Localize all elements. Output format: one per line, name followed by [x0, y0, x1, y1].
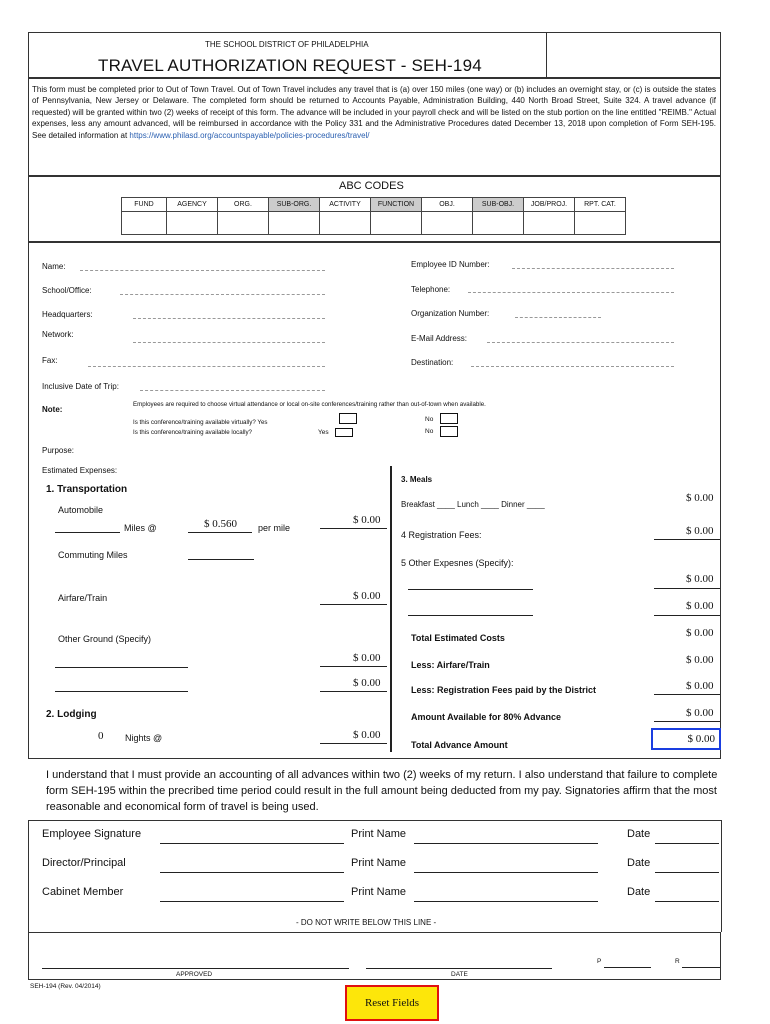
abc-input-job-proj[interactable] [524, 212, 575, 235]
headquarters-input[interactable] [133, 318, 325, 319]
abc-input-org[interactable] [218, 212, 269, 235]
employee-date-label: Date [627, 828, 651, 840]
cabinet-signature-label: Cabinet Member [42, 886, 124, 898]
note-label: Note: [42, 405, 63, 414]
other-expenses-amount-2-line[interactable] [654, 615, 720, 616]
agreement-text: I understand that I must provide an accounting of all advances within two (2) weeks of my return. I also understand that failure to complete form SEH-195 within the precribed time period could result in the full amount being deducted from my pay. Signatories affirm that the most reasonable and economical form of travel is being used. [46, 769, 718, 813]
cabinet-print-name-label: Print Name [351, 886, 407, 898]
automobile-amount-line[interactable] [320, 528, 387, 529]
header-divider [546, 32, 547, 78]
fax-label: Fax: [42, 356, 58, 365]
other-ground-label: Other Ground (Specify) [58, 634, 152, 644]
virtual-no-label: No [425, 416, 434, 423]
other-ground-amount-2: $ 0.00 [353, 677, 381, 689]
destination-input[interactable] [471, 366, 674, 367]
airfare-amount-line[interactable] [320, 604, 387, 605]
virtual-no-checkbox[interactable] [440, 413, 458, 424]
reset-fields-label: Reset Fields [364, 997, 420, 1009]
total-estimated-label: Total Estimated Costs [411, 633, 505, 643]
email-label: E-Mail Address: [411, 334, 468, 343]
telephone-input[interactable] [468, 292, 674, 293]
other-expenses-amount-1: $ 0.00 [686, 573, 714, 585]
employee-date-input[interactable] [655, 843, 719, 844]
employee-signature-input[interactable] [160, 843, 344, 844]
inclusive-date-input[interactable] [140, 390, 325, 391]
less-registration-label: Less: Registration Fees paid by the District [411, 685, 597, 695]
signature-right-rule [721, 820, 722, 932]
email-input[interactable] [487, 342, 674, 343]
cabinet-date-input[interactable] [655, 901, 719, 902]
other-expenses-input-2[interactable] [408, 615, 533, 616]
p-line [604, 967, 651, 968]
abc-col-obj: OBJ. [422, 198, 473, 212]
intro-text: This form must be completed prior to Out of Town Travel. Out of Town Travel includes any travel that is (a) over 150 miles (one way) or (b) includes an overnight stay, or (c) is outside the states of Pennsylvania, New Jersey or Delaware. The completed form should be returned to Accounts Payable, Administration Building, 440 North Broad Street, Suite 324. A travel advance (if requested) will be granted within two (2) weeks of receipt of this form. The advance will be included in your payroll check and will be listed on the stub portion on the line entitled "REIMB." Actual expenses, less any amount advanced, will be reimbursed in accordance with the Policy 331 and the Administrative Procedures dated December 13, 2018 upon completion of Form SEH-195. See detailed information at https://www.philasd.org/accountspayable/policies-procedures/travel/ [32, 85, 716, 140]
commuting-miles-label: Commuting Miles [58, 550, 128, 560]
other-ground-input-2[interactable] [55, 691, 188, 692]
abc-title: ABC CODES [339, 180, 404, 192]
abc-col-rpt-cat: RPT. CAT. [575, 198, 626, 212]
virtual-question: Is this conference/training available virtually? Yes [133, 419, 268, 426]
abc-codes-table [121, 197, 626, 235]
cabinet-signature-input[interactable] [160, 901, 344, 902]
cabinet-date-label: Date [627, 886, 651, 898]
employee-id-input[interactable] [512, 268, 674, 269]
per-mile-label: per mile [258, 523, 291, 533]
airfare-label: Airfare/Train [58, 593, 108, 603]
name-label: Name: [42, 262, 66, 271]
local-no-checkbox[interactable] [440, 426, 458, 437]
virtual-yes-checkbox[interactable] [339, 413, 357, 424]
mileage-rate-line [188, 532, 252, 533]
abc-input-sub-org[interactable] [269, 212, 320, 235]
p-label: P [597, 958, 602, 965]
abc-input-rpt-cat[interactable] [575, 212, 626, 235]
office-use-box [28, 932, 721, 980]
expenses-divider [390, 466, 392, 752]
local-yes-checkbox[interactable] [335, 428, 353, 437]
other-ground-amount-2-line[interactable] [320, 691, 387, 692]
available-80-label: Amount Available for 80% Advance [411, 712, 562, 722]
less-airfare-label: Less: Airfare/Train [411, 660, 490, 670]
district-name: THE SCHOOL DISTRICT OF PHILADELPHIA [205, 40, 369, 49]
do-not-write-label: - DO NOT WRITE BELOW THIS LINE - [296, 918, 437, 927]
abc-input-sub-obj[interactable] [473, 212, 524, 235]
approved-label: APPROVED [176, 971, 213, 978]
reset-fields-button[interactable] [345, 985, 439, 1021]
director-signature-input[interactable] [160, 872, 344, 873]
total-advance-label: Total Advance Amount [411, 740, 508, 750]
form-title: TRAVEL AUTHORIZATION REQUEST - SEH-194 [98, 56, 482, 75]
total-advance-field[interactable] [651, 728, 721, 750]
name-input[interactable] [80, 270, 325, 271]
other-ground-amount-1-line[interactable] [320, 666, 387, 667]
nights-at-label: Nights @ [125, 733, 163, 743]
other-expenses-input-1[interactable] [408, 589, 533, 590]
miles-input[interactable] [55, 532, 120, 533]
registration-amount-line[interactable] [654, 539, 720, 540]
less-registration-amount: $ 0.00 [686, 680, 714, 692]
total-advance-amount: $ 0.00 [687, 733, 715, 745]
meals-heading: 3. Meals [401, 475, 433, 484]
director-print-name-input[interactable] [414, 872, 598, 873]
abc-col-sub-org: SUB-ORG. [269, 198, 320, 212]
available-80-amount: $ 0.00 [686, 707, 714, 719]
nights-value[interactable]: 0 [98, 730, 104, 742]
abc-col-function: FUNCTION [371, 198, 422, 212]
school-input[interactable] [120, 294, 325, 295]
signature-top-rule [28, 820, 721, 821]
lodging-amount: $ 0.00 [353, 729, 381, 741]
abc-col-org: ORG. [218, 198, 269, 212]
other-expenses-amount-1-line[interactable] [654, 588, 720, 589]
abc-col-activity: ACTIVITY [320, 198, 371, 212]
org-number-input[interactable] [515, 317, 601, 318]
purpose-label: Purpose: [42, 446, 75, 455]
employee-print-name-input[interactable] [414, 843, 598, 844]
other-ground-amount-1: $ 0.00 [353, 652, 381, 664]
abc-input-fund[interactable] [122, 212, 167, 235]
registration-label: 4 Registration Fees: [401, 530, 482, 540]
miles-at-label: Miles @ [124, 523, 157, 533]
abc-input-function[interactable] [371, 212, 422, 235]
abc-col-fund: FUND [122, 198, 167, 212]
network-label: Network: [42, 330, 74, 339]
office-date-label: DATE [451, 971, 468, 978]
local-question: Is this conference/training available locally? [133, 429, 253, 436]
director-date-input[interactable] [655, 872, 719, 873]
network-input[interactable] [133, 342, 325, 343]
lodging-heading: 2. Lodging [46, 709, 97, 720]
school-label: School/Office: [42, 286, 92, 295]
transportation-heading: 1. Transportation [46, 484, 128, 495]
fax-input[interactable] [88, 366, 325, 367]
director-print-name-label: Print Name [351, 857, 407, 869]
r-line [682, 967, 720, 968]
lodging-amount-line[interactable] [320, 743, 387, 744]
automobile-amount: $ 0.00 [353, 514, 381, 526]
approved-line [42, 968, 349, 969]
signature-left-rule [28, 820, 29, 932]
meals-line: Breakfast ____ Lunch ____ Dinner ____ [401, 500, 545, 509]
local-no-label: No [425, 428, 434, 435]
inclusive-date-label: Inclusive Date of Trip: [42, 382, 119, 391]
org-number-label: Organization Number: [411, 309, 490, 318]
less-registration-line [654, 694, 720, 695]
abc-input-agency[interactable] [167, 212, 218, 235]
available-80-line [654, 721, 720, 722]
other-expenses-amount-2: $ 0.00 [686, 600, 714, 612]
employee-print-name-label: Print Name [351, 828, 407, 840]
director-signature-label: Director/Principal [42, 857, 126, 869]
less-airfare-amount: $ 0.00 [686, 654, 714, 666]
other-ground-input-1[interactable] [55, 667, 188, 668]
local-yes-label: Yes [318, 429, 329, 436]
destination-label: Destination: [411, 358, 454, 367]
abc-col-agency: AGENCY [167, 198, 218, 212]
telephone-label: Telephone: [411, 285, 451, 294]
abc-input-obj[interactable] [422, 212, 473, 235]
headquarters-label: Headquarters: [42, 310, 93, 319]
travel-policy-link[interactable]: https://www.philasd.org/accountspayable/policies-procedures/travel/ [129, 130, 370, 140]
estimated-expenses-label: Estimated Expenses: [42, 466, 118, 475]
total-estimated-amount: $ 0.00 [686, 627, 714, 639]
employee-id-label: Employee ID Number: [411, 260, 490, 269]
automobile-label: Automobile [58, 505, 104, 515]
airfare-amount: $ 0.00 [353, 590, 381, 602]
abc-input-activity[interactable] [320, 212, 371, 235]
employee-signature-label: Employee Signature [42, 828, 142, 840]
meals-amount: $ 0.00 [686, 492, 714, 504]
other-expenses-label: 5 Other Expesnes (Specify): [401, 558, 514, 568]
registration-amount: $ 0.00 [686, 525, 714, 537]
abc-col-job-proj: JOB/PROJ. [524, 198, 575, 212]
note-text: Employees are required to choose virtual attendance or local on-site conferences/training rather than out-of-town when available. [133, 401, 486, 408]
abc-col-sub-obj: SUB-OBJ. [473, 198, 524, 212]
commuting-miles-input[interactable] [188, 559, 254, 560]
office-date-line [366, 968, 552, 969]
r-label: R [675, 958, 680, 965]
cabinet-print-name-input[interactable] [414, 901, 598, 902]
form-revision: SEH-194 (Rev. 04/2014) [30, 983, 101, 990]
director-date-label: Date [627, 857, 651, 869]
mileage-rate: $ 0.560 [204, 518, 237, 530]
